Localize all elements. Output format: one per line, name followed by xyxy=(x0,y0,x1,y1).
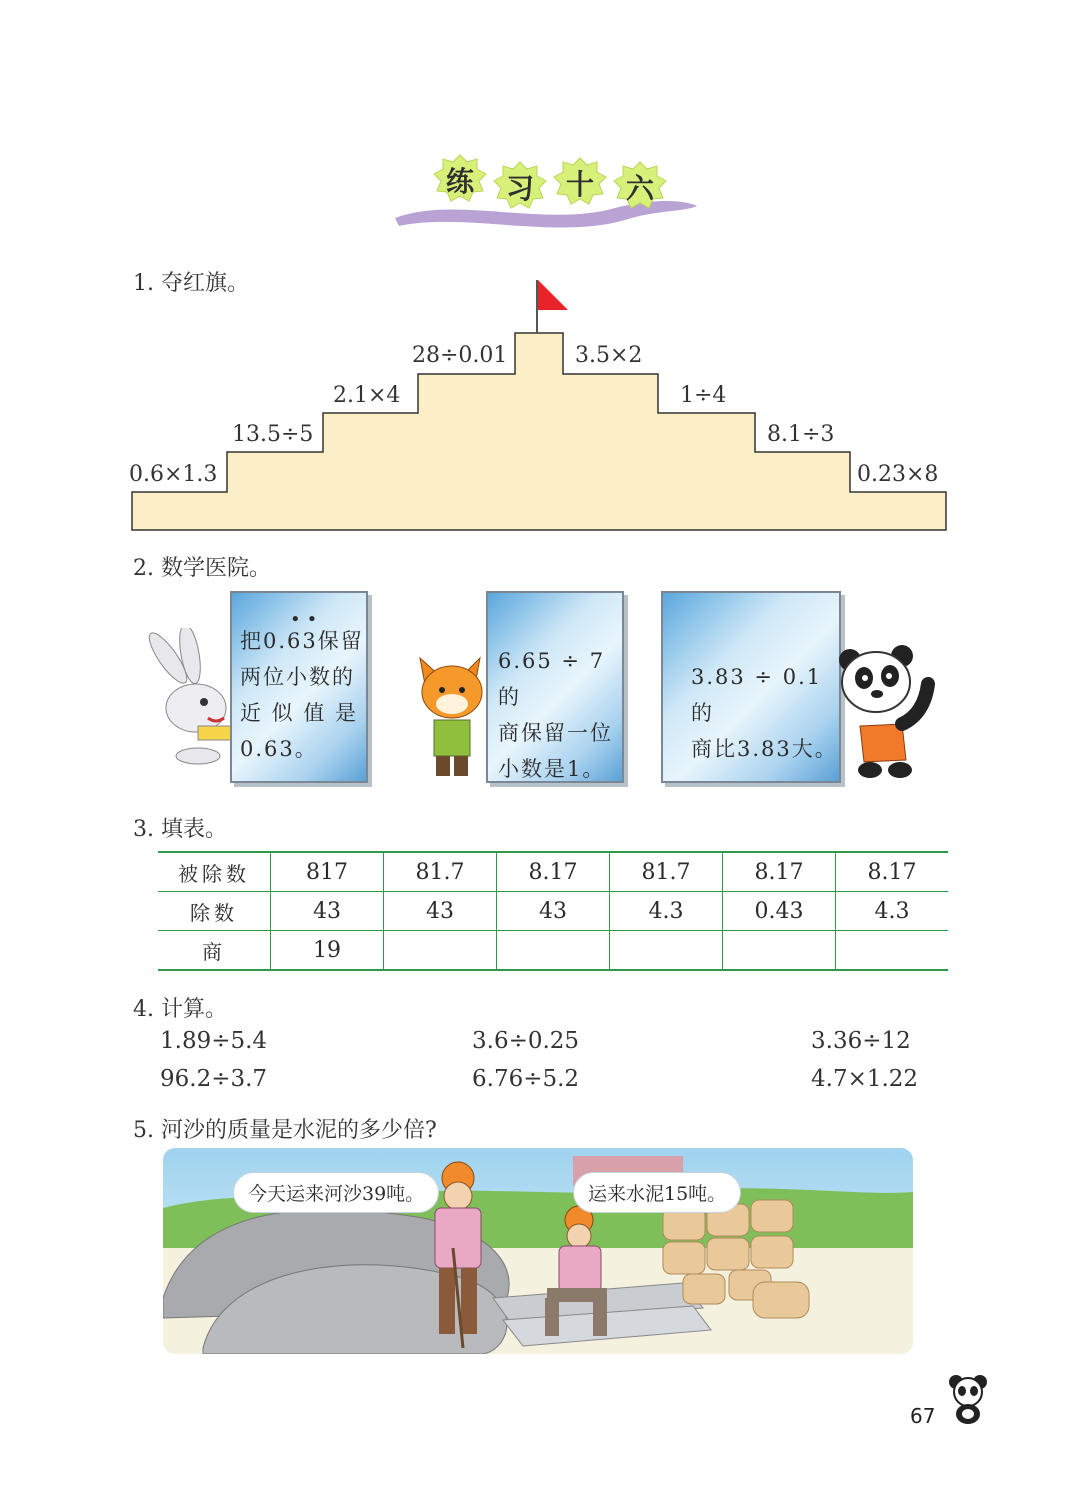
fox-icon xyxy=(412,650,492,780)
panda-mascot-icon xyxy=(944,1372,992,1428)
speech-bubble-cement: 运来水泥15吨。 xyxy=(573,1172,741,1213)
calc-item: 3.36÷12 xyxy=(811,1028,911,1054)
hospital-card-3 xyxy=(661,591,841,783)
speech-bubble-sand: 今天运来河沙39吨。 xyxy=(233,1172,439,1213)
card1-line: 两位小数的 xyxy=(240,665,355,689)
table-row xyxy=(158,892,948,931)
table-cell: 43 xyxy=(271,892,384,931)
table-row xyxy=(158,931,948,971)
card2-line: 小数是1。 xyxy=(498,757,606,781)
table-cell: 8.17 xyxy=(497,852,610,892)
calc-item: 96.2÷3.7 xyxy=(160,1066,268,1092)
answer-cell[interactable] xyxy=(610,931,723,971)
table-cell: 0.43 xyxy=(723,892,836,931)
hospital-card-1 xyxy=(230,591,368,783)
table-cell: 8.17 xyxy=(723,852,836,892)
title-banner xyxy=(385,140,705,240)
step-left-3: 2.1×4 xyxy=(333,383,401,408)
rabbit-icon xyxy=(138,628,238,768)
step-left-2: 13.5÷5 xyxy=(232,422,314,447)
calc-item: 4.7×1.22 xyxy=(811,1066,919,1092)
pyramid-shape xyxy=(125,270,955,540)
table-cell: 8.17 xyxy=(836,852,949,892)
panda-icon xyxy=(836,640,946,780)
card1-line: 0.63。 xyxy=(240,737,318,761)
card2-line: 商保留一位 xyxy=(498,721,613,745)
fill-table xyxy=(158,851,948,971)
row-label: 商 xyxy=(158,931,271,971)
title-char: 习 xyxy=(505,172,534,205)
table-cell: 19 xyxy=(271,931,384,971)
q4-heading: 4. 计算。 xyxy=(133,997,227,1022)
answer-cell[interactable] xyxy=(497,931,610,971)
calc-item: 1.89÷5.4 xyxy=(160,1028,268,1054)
table-cell: 4.3 xyxy=(610,892,723,931)
table-cell: 817 xyxy=(271,852,384,892)
card1-line: 把0.63保留 xyxy=(240,629,364,653)
title-char: 十 xyxy=(565,168,594,201)
card1-line: 近 似 值 是 xyxy=(240,701,359,725)
step-left-1: 0.6×1.3 xyxy=(129,462,218,487)
table-row xyxy=(158,852,948,892)
q3-heading: 3. 填表。 xyxy=(133,817,227,842)
answer-cell[interactable] xyxy=(723,931,836,971)
answer-cell[interactable] xyxy=(384,931,497,971)
page-number: 67 xyxy=(910,1404,936,1428)
step-right-4: 0.23×8 xyxy=(857,462,939,487)
step-right-1: 3.5×2 xyxy=(575,343,643,368)
emphasis-dots: •• xyxy=(290,609,324,630)
step-right-3: 8.1÷3 xyxy=(767,422,835,447)
title-char: 六 xyxy=(625,172,654,205)
construction-scene xyxy=(163,1148,913,1354)
title-char: 练 xyxy=(445,165,474,198)
row-label: 除数 xyxy=(158,892,271,931)
q5-heading: 5. 河沙的质量是水泥的多少倍? xyxy=(133,1118,437,1143)
step-left-4: 28÷0.01 xyxy=(412,343,508,368)
red-flag-icon xyxy=(538,280,568,310)
answer-cell[interactable] xyxy=(836,931,949,971)
table-cell: 4.3 xyxy=(836,892,949,931)
card2-line: 6.65 ÷ 7 的 xyxy=(498,649,606,709)
table-cell: 43 xyxy=(497,892,610,931)
row-label: 被除数 xyxy=(158,852,271,892)
q1-heading: 1. 夺红旗。 xyxy=(133,271,249,296)
card3-line: 商比3.83大。 xyxy=(691,737,838,761)
staircase-pyramid xyxy=(125,270,955,540)
table-cell: 81.7 xyxy=(610,852,723,892)
table-cell: 81.7 xyxy=(384,852,497,892)
calc-item: 6.76÷5.2 xyxy=(472,1066,580,1092)
q2-heading: 2. 数学医院。 xyxy=(133,556,271,581)
hospital-card-2 xyxy=(486,591,624,783)
card3-line: 3.83 ÷ 0.1 的 xyxy=(691,665,823,725)
table-cell: 43 xyxy=(384,892,497,931)
step-right-2: 1÷4 xyxy=(680,383,727,408)
calc-item: 3.6÷0.25 xyxy=(472,1028,580,1054)
